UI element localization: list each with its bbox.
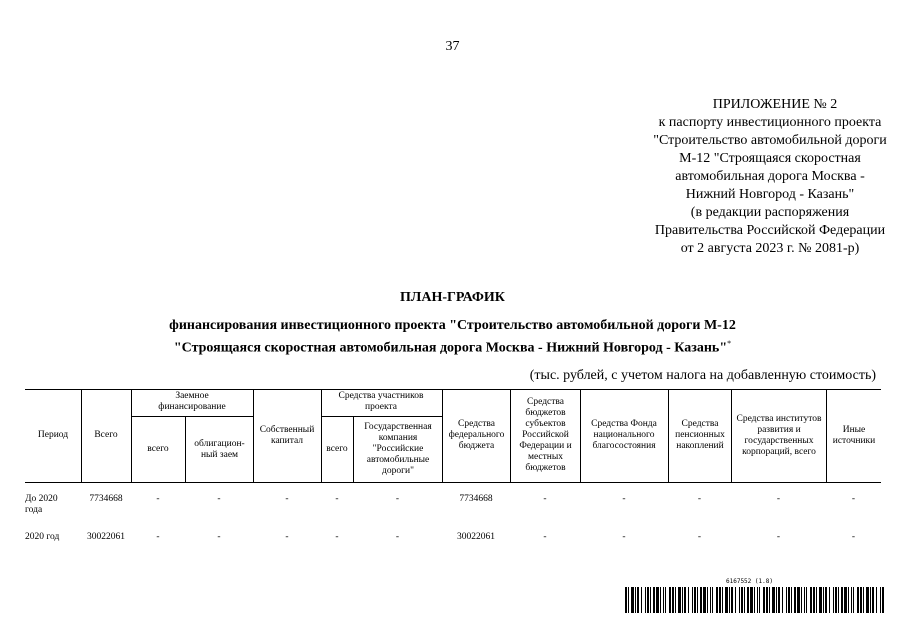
page-number: 37 — [445, 39, 460, 54]
row-cell: - — [622, 532, 626, 542]
header-regional: Средства бюджетов субъектов Российской Федерации и местных бюджетов — [519, 397, 572, 473]
appendix-line: Нижний Новгород - Казань" — [685, 187, 855, 202]
row-cell: - — [285, 532, 289, 542]
row-cell: - — [335, 494, 339, 504]
appendix-line: (в редакции распоряжения — [690, 205, 850, 220]
row-period: До 2020 года — [25, 494, 58, 515]
footnote-mark: * — [727, 339, 732, 348]
row-cell: - — [543, 494, 547, 504]
header-period: Период — [37, 430, 69, 440]
header-loan-bond: облигацион-ный заем — [194, 438, 245, 460]
document-title: ПЛАН-ГРАФИК — [400, 290, 505, 305]
row-cell: - — [776, 532, 781, 542]
document-subtitle — [0, 317, 905, 358]
header-participants-total: всего — [326, 444, 348, 454]
header-own-capital: Собственный капитал — [259, 424, 315, 446]
row-cell: - — [156, 494, 160, 504]
row-cell: - — [776, 494, 781, 504]
header-participants-company: Государственная компания "Российские автомобильные дороги" — [364, 422, 432, 476]
row-cell-federal: 7734668 — [459, 494, 493, 504]
header-loan-total: всего — [147, 444, 169, 454]
header-total: Всего — [94, 430, 118, 440]
row-cell-total: 7734668 — [89, 494, 123, 504]
subtitle-line-2 — [0, 335, 905, 358]
subtitle-line-2-text: "Строящаяся скоростная автомобильная дорога Москва - Нижний Новгород - Казань" — [173, 340, 728, 356]
row-cell: - — [851, 494, 856, 504]
row-cell: - — [156, 532, 160, 542]
appendix-block — [600, 96, 905, 258]
appendix-line: М-12 "Строящаяся скоростная — [679, 151, 861, 166]
header-pension: Средства пенсионных накоплений — [675, 419, 725, 451]
row-cell: - — [697, 494, 702, 504]
row-cell: - — [217, 532, 221, 542]
row-cell: - — [217, 494, 221, 504]
barcode — [625, 587, 885, 613]
header-participants: Средства участников проекта — [338, 391, 424, 412]
row-cell: - — [335, 532, 339, 542]
row-period: 2020 год — [25, 532, 60, 542]
row-cell: - — [851, 532, 856, 542]
barcode-caption: 6167552 (1.8) — [726, 578, 773, 585]
row-cell: - — [285, 494, 289, 504]
appendix-line: "Строительство автомобильной дороги — [653, 133, 887, 148]
appendix-line: от 2 августа 2023 г. № 2081-р) — [680, 241, 860, 256]
units-note: (тыс. рублей, с учетом налога на добавленную стоимость) — [529, 368, 876, 383]
row-cell: - — [543, 532, 547, 542]
row-cell: - — [622, 494, 626, 504]
appendix-line: автомобильная дорога Москва - — [675, 169, 865, 184]
header-loan: Заемное финансирование — [158, 391, 226, 412]
row-cell: - — [395, 494, 400, 504]
row-cell: - — [697, 532, 702, 542]
appendix-line: ПРИЛОЖЕНИЕ № 2 — [712, 97, 838, 112]
header-welfare-fund: Средства Фонда национального благосостояния — [591, 419, 657, 451]
financing-table-header — [25, 389, 881, 484]
row-cell: - — [395, 532, 400, 542]
appendix-line: к паспорту инвестиционного проекта — [658, 115, 882, 130]
row-cell-total: 30022061 — [87, 532, 125, 542]
subtitle-line-1: финансирования инвестиционного проекта "Строительство автомобильной дороги М-12 — [169, 318, 736, 333]
header-dev-institutes: Средства институтов развития и государственных корпораций, всего — [736, 413, 822, 457]
appendix-line: Правительства Российской Федерации — [654, 223, 886, 238]
header-other: Иные источники — [832, 424, 876, 446]
row-cell-federal: 30022061 — [457, 532, 495, 542]
header-federal: Средства федерального бюджета — [448, 419, 505, 451]
